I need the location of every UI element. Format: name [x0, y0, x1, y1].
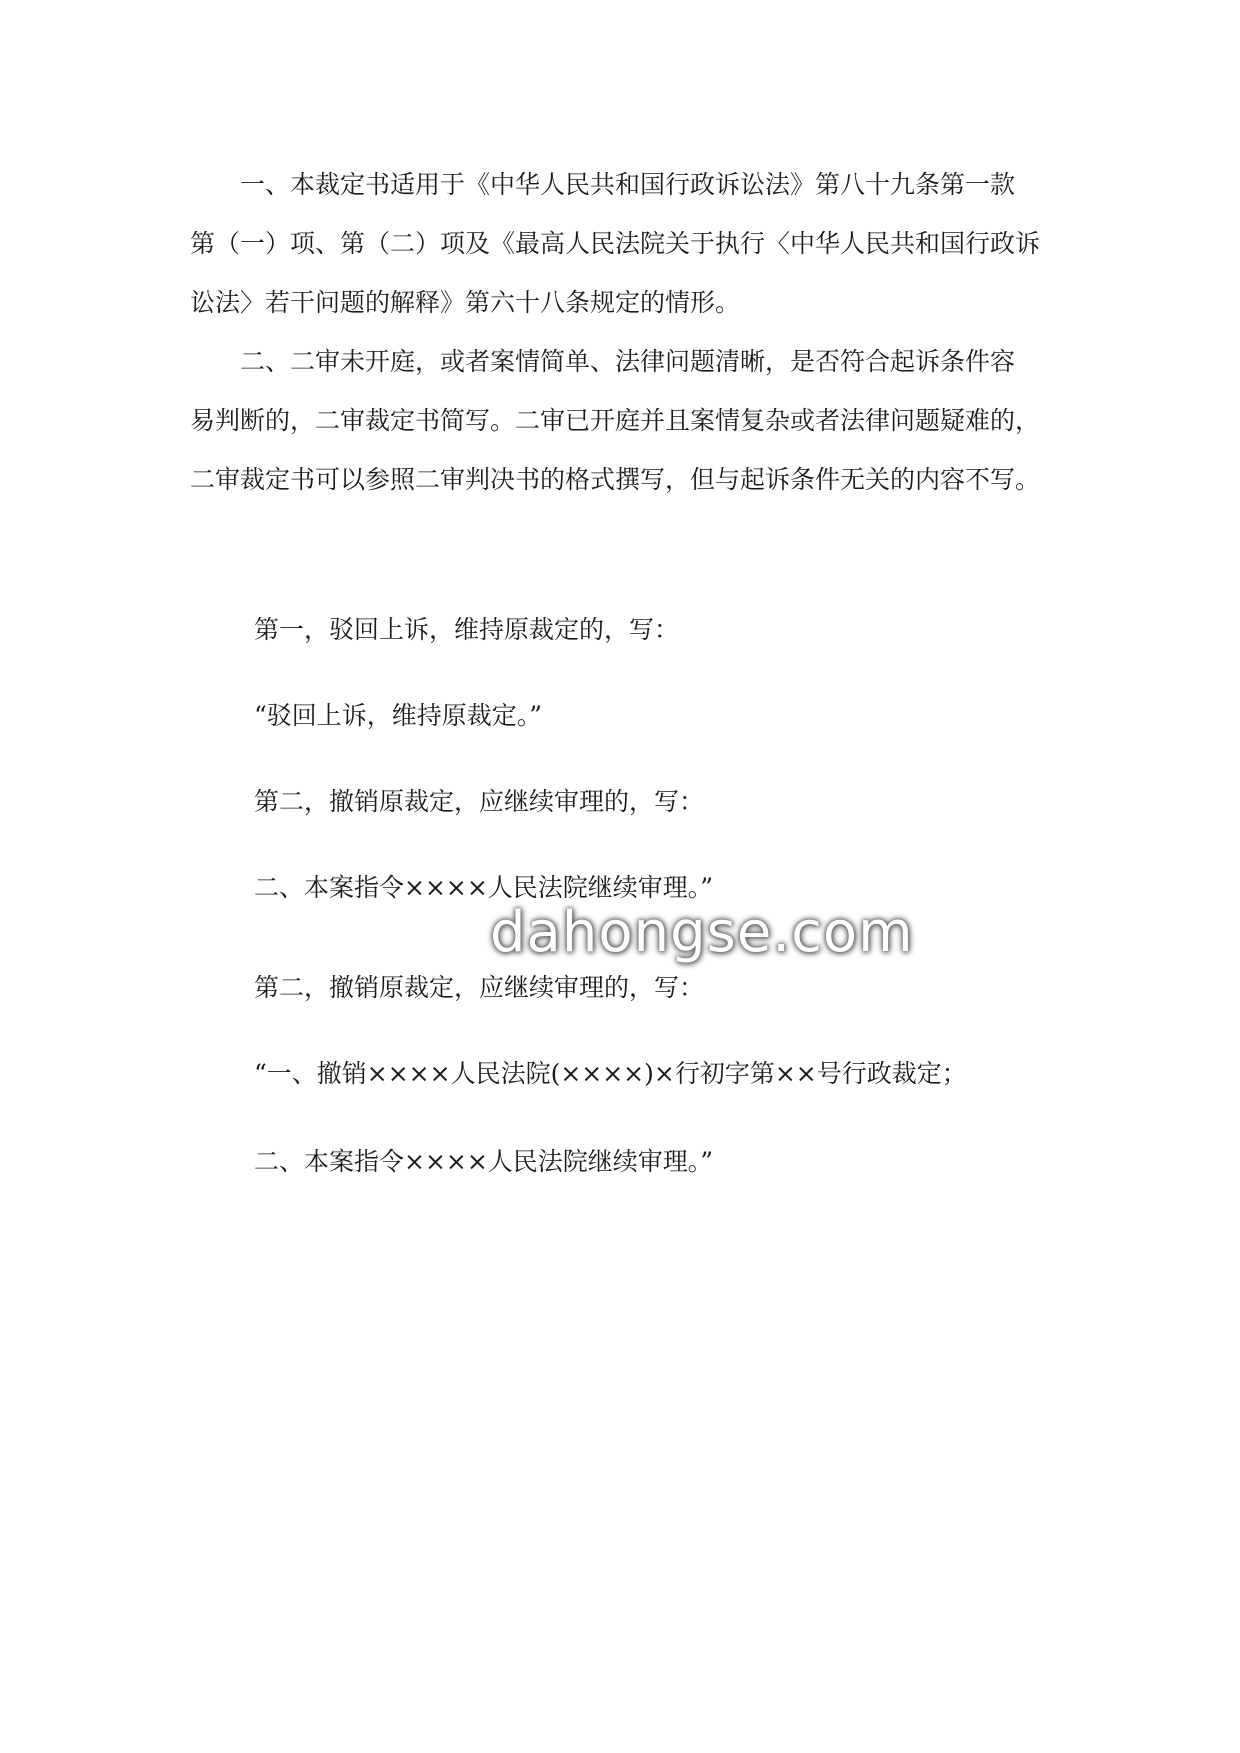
text-line-7: 二、本案指令××××人民法院继续审理。” [254, 1147, 714, 1176]
watermark: dahongse.com [490, 900, 914, 965]
text-line-3: 第二，撤销原裁定，应继续审理的，写： [254, 787, 705, 816]
text-line-5: 第二，撤销原裁定，应继续审理的，写： [254, 973, 705, 1002]
paragraph-line: 一、本裁定书适用于《中华人民共和国行政诉讼法》第八十九条第一款 [190, 170, 1016, 199]
paragraph-2 [190, 332, 1050, 509]
text-line-1: 第一，驳回上诉，维持原裁定的，写： [254, 615, 680, 644]
text-line-2: “驳回上诉，维持原裁定。” [254, 701, 543, 730]
paragraph-line: 二、二审未开庭，或者案情简单、法律问题清晰，是否符合起诉条件容 [190, 347, 1016, 376]
paragraph-line: 讼法〉若干问题的解释》第六十八条规定的情形。 [190, 288, 741, 317]
text-line-6: “一、撤销××××人民法院(××××)×行初字第××号行政裁定； [254, 1059, 967, 1088]
paragraph-line: 二审裁定书可以参照二审判决书的格式撰写，但与起诉条件无关的内容不写。 [190, 465, 1041, 494]
paragraph-line: 第（一）项、第（二）项及《最高人民法院关于执行〈中华人民共和国行政诉 [190, 229, 1041, 258]
text-line-4: 二、本案指令××××人民法院继续审理。” [254, 873, 714, 902]
paragraph-line: 易判断的，二审裁定书简写。二审已开庭并且案情复杂或者法律问题疑难的， [190, 406, 1041, 435]
paragraph-1 [190, 155, 1050, 332]
